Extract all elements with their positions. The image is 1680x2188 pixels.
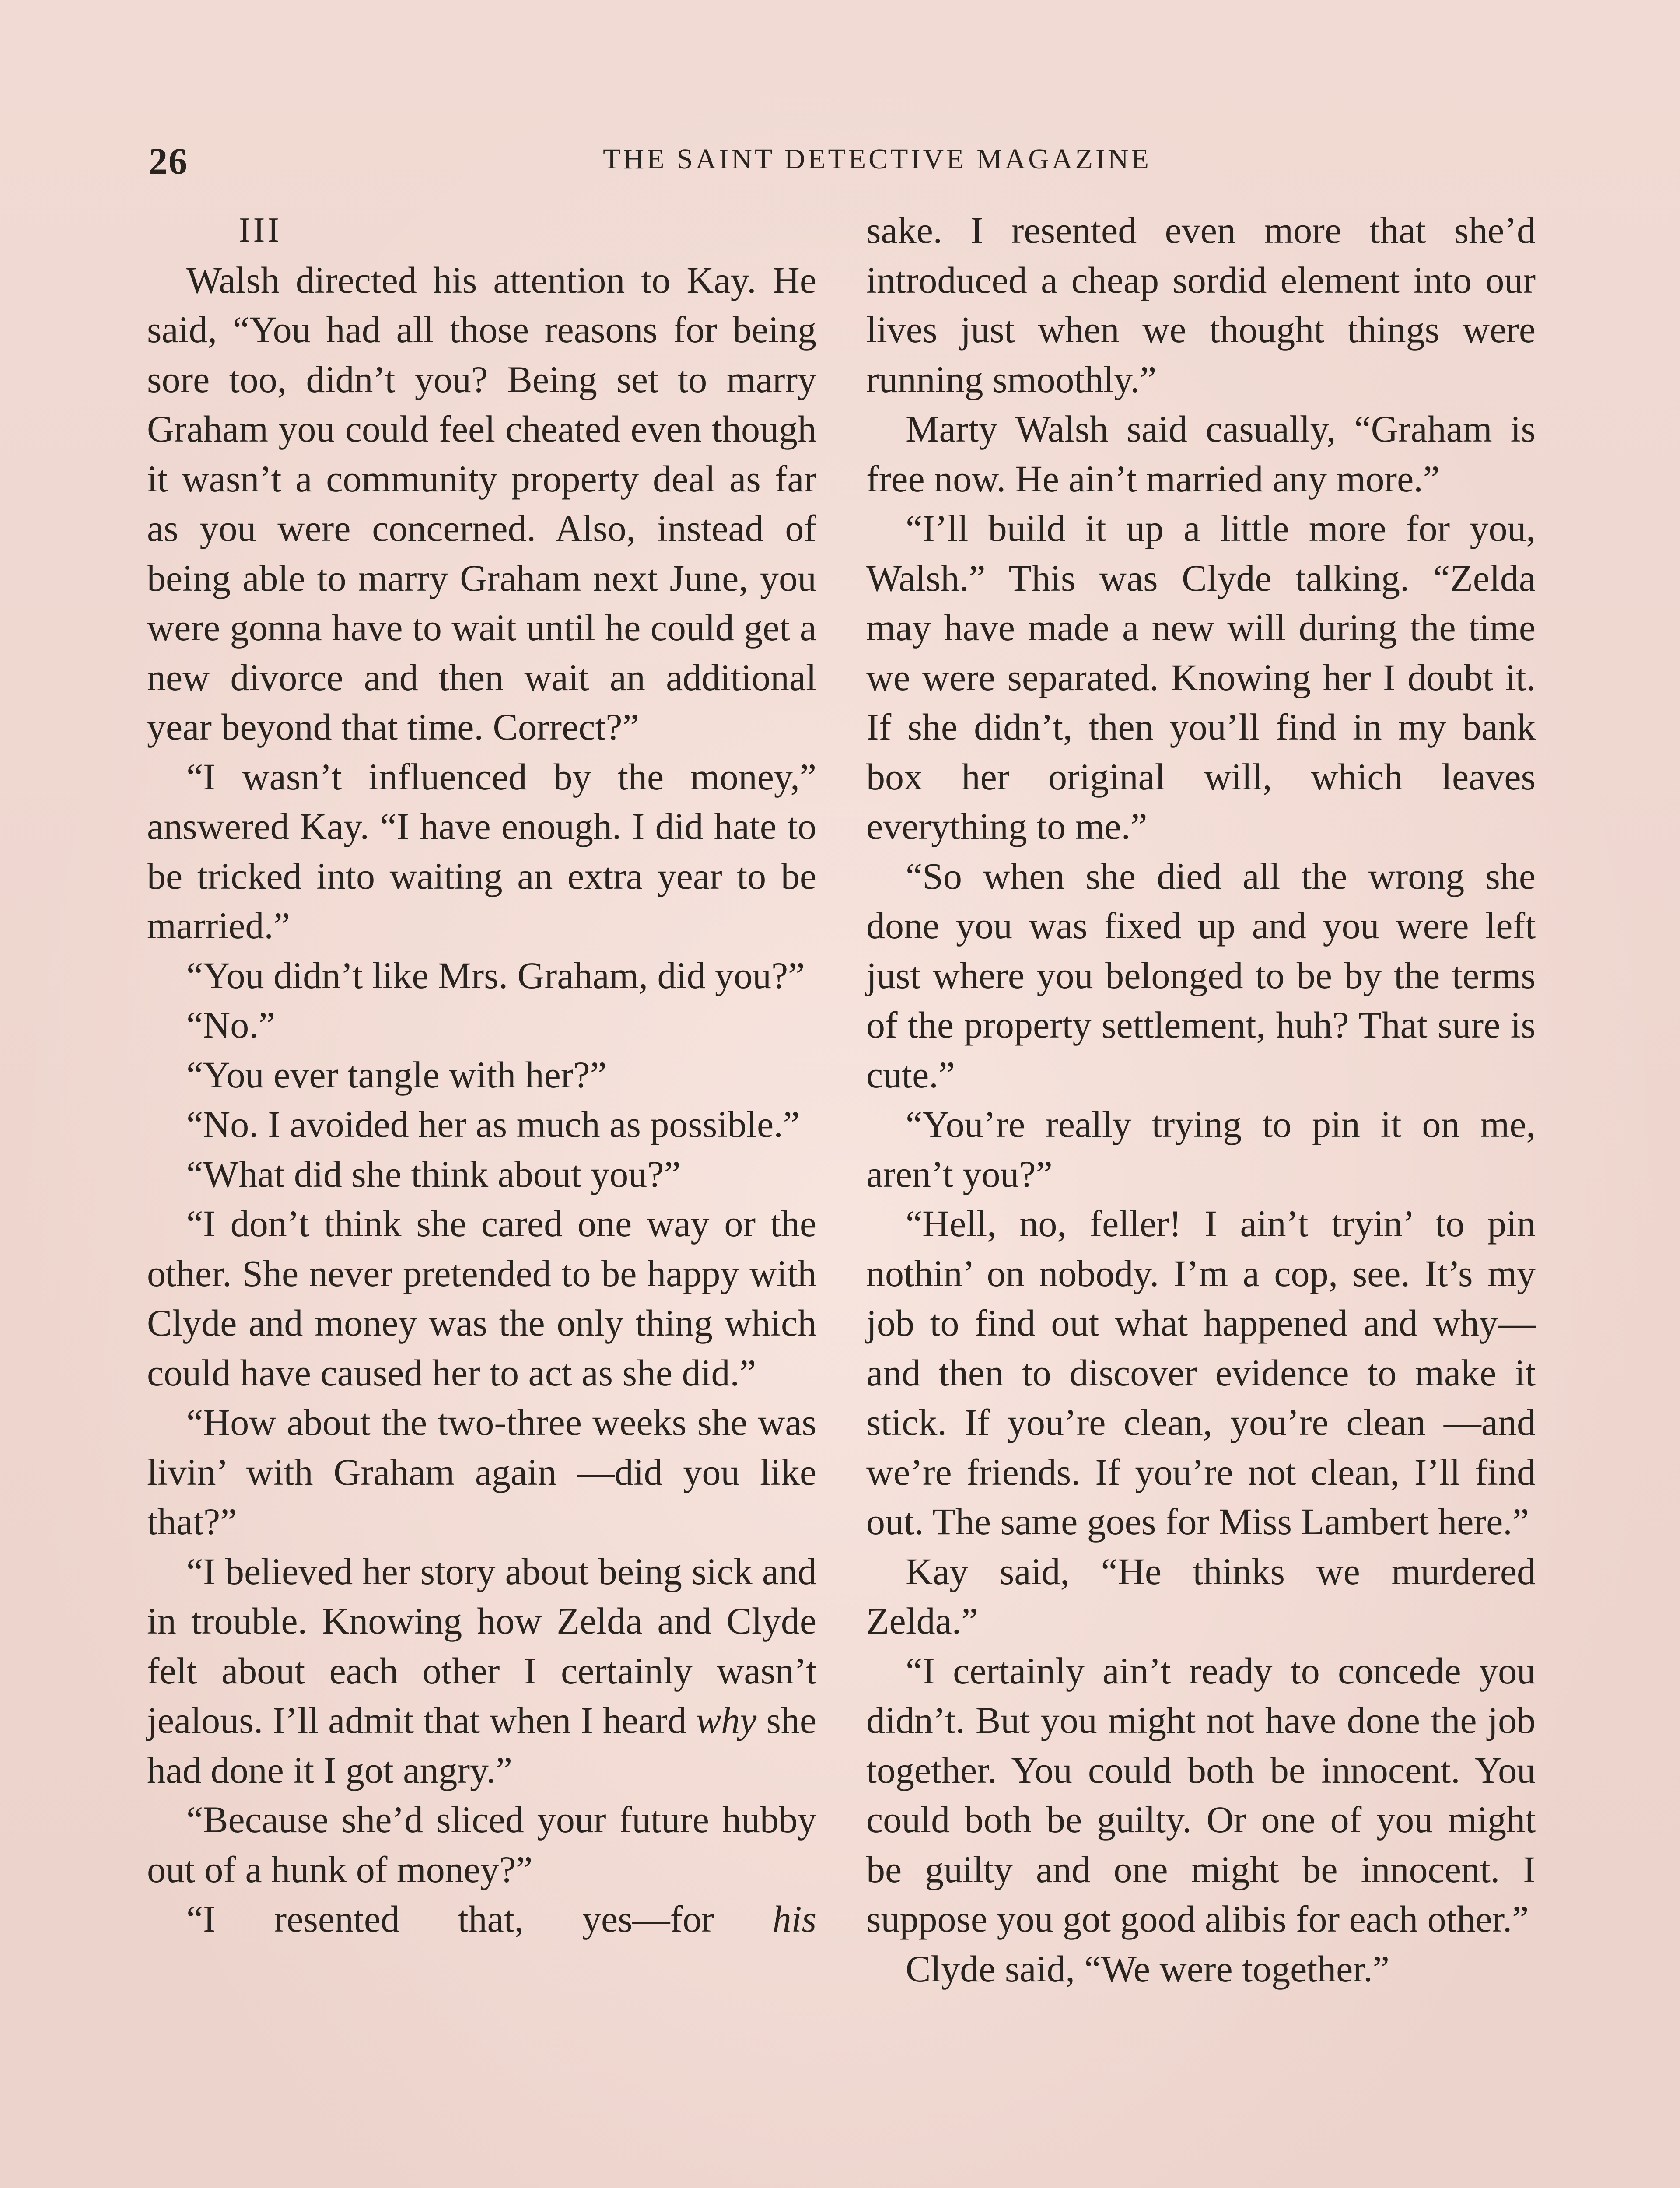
paragraph: “I don’t think she cared one way or the other. She never pretended to be happy with Clyde and money was the only thing which could have caused her to act as she did.”: [147, 1203, 816, 1394]
paragraph: Clyde said, “We were together.”: [906, 1947, 1390, 1990]
paragraph-text: “I resented that, yes—for: [186, 1898, 773, 1940]
right-column: [866, 206, 1536, 1994]
paragraph: Kay said, “He thinks we murdered Zelda.”: [866, 1550, 1536, 1642]
paragraph: “No.”: [186, 1004, 275, 1046]
paragraph: “What did she think about you?”: [186, 1153, 681, 1195]
running-head: [149, 139, 1540, 183]
paragraph: “You didn’t like Mrs. Graham, did you?”: [186, 954, 805, 996]
paragraph: “Because she’d sliced your future hubby out of a hunk of money?”: [147, 1799, 816, 1890]
paragraph: “So when she died all the wrong she done you was fixed up and you were left just where you belonged to be by the terms of the property settlement, huh? That sure is cute.”: [866, 855, 1536, 1096]
paragraph: [147, 1547, 816, 1795]
emphasis-text: his: [772, 1898, 816, 1940]
paragraph: “How about the two-three weeks she was livin’ with Graham again —did you like that?”: [147, 1401, 816, 1543]
paragraph: “I’ll build it up a little more for you, Walsh.” This was Clyde talking. “Zelda may have made a new will during the time we were separated. Knowing her I doubt it. If she didn’t, then you’ll find in my bank box her original will, which leaves everything to me.”: [866, 507, 1536, 847]
left-column: [147, 206, 816, 1944]
paragraph: “I certainly ain’t ready to concede you didn’t. But you might not have done the job together. You could both be innocent. You could both be guilty. Or one of you might be guilty and one might be innocent. I suppose you got good alibis for each other.”: [866, 1649, 1536, 1940]
paragraph: “Hell, no, feller! I ain’t tryin’ to pin nothin’ on nobody. I’m a cop, see. It’s my job to find out what happened and why—and then to discover evidence to make it stick. If you’re clean, you’re clean —and we’re friends. If you’re not clean, I’ll find out. The same goes for Miss Lambert here.”: [866, 1203, 1536, 1543]
paragraph-text: she had done it I got angry.”: [147, 1699, 816, 1791]
paragraph: Walsh directed his attention to Kay. He said, “You had all those reasons for being sore too, didn’t you? Being set to marry Graham you could feel cheated even though it wasn’t a community property deal as far as you were concerned. Also, instead of being able to marry Graham next June, you were gonna have to wait until he could get a new divorce and then wait an additional year beyond that time. Correct?”: [147, 259, 816, 748]
magazine-title: THE SAINT DETECTIVE MAGAZINE: [603, 143, 1152, 175]
paragraph: “You ever tangle with her?”: [186, 1053, 607, 1096]
emphasis-text: why: [696, 1699, 757, 1741]
paragraph: “I wasn’t influenced by the money,” answered Kay. “I have enough. I did hate to be tricked into waiting an extra year to be married.”: [147, 755, 816, 947]
paragraph-text: “I believed her story about being sick and in trouble. Knowing how Zelda and Clyde felt about each other I certainly wasn’t jealous. I’ll admit that when I heard: [147, 1550, 816, 1741]
paragraph: [147, 1894, 816, 1944]
section-heading: III: [239, 211, 282, 249]
paragraph: “No. I avoided her as much as possible.”: [186, 1103, 800, 1145]
paragraph-continuation: sake. I resented even more that she’d introduced a cheap sordid element into our lives just when we thought things were running smoothly.”: [866, 209, 1536, 400]
paragraph: “You’re really trying to pin it on me, aren’t you?”: [866, 1103, 1536, 1195]
paragraph: Marty Walsh said casually, “Graham is free now. He ain’t married any more.”: [866, 408, 1536, 500]
page-number: 26: [149, 140, 188, 182]
